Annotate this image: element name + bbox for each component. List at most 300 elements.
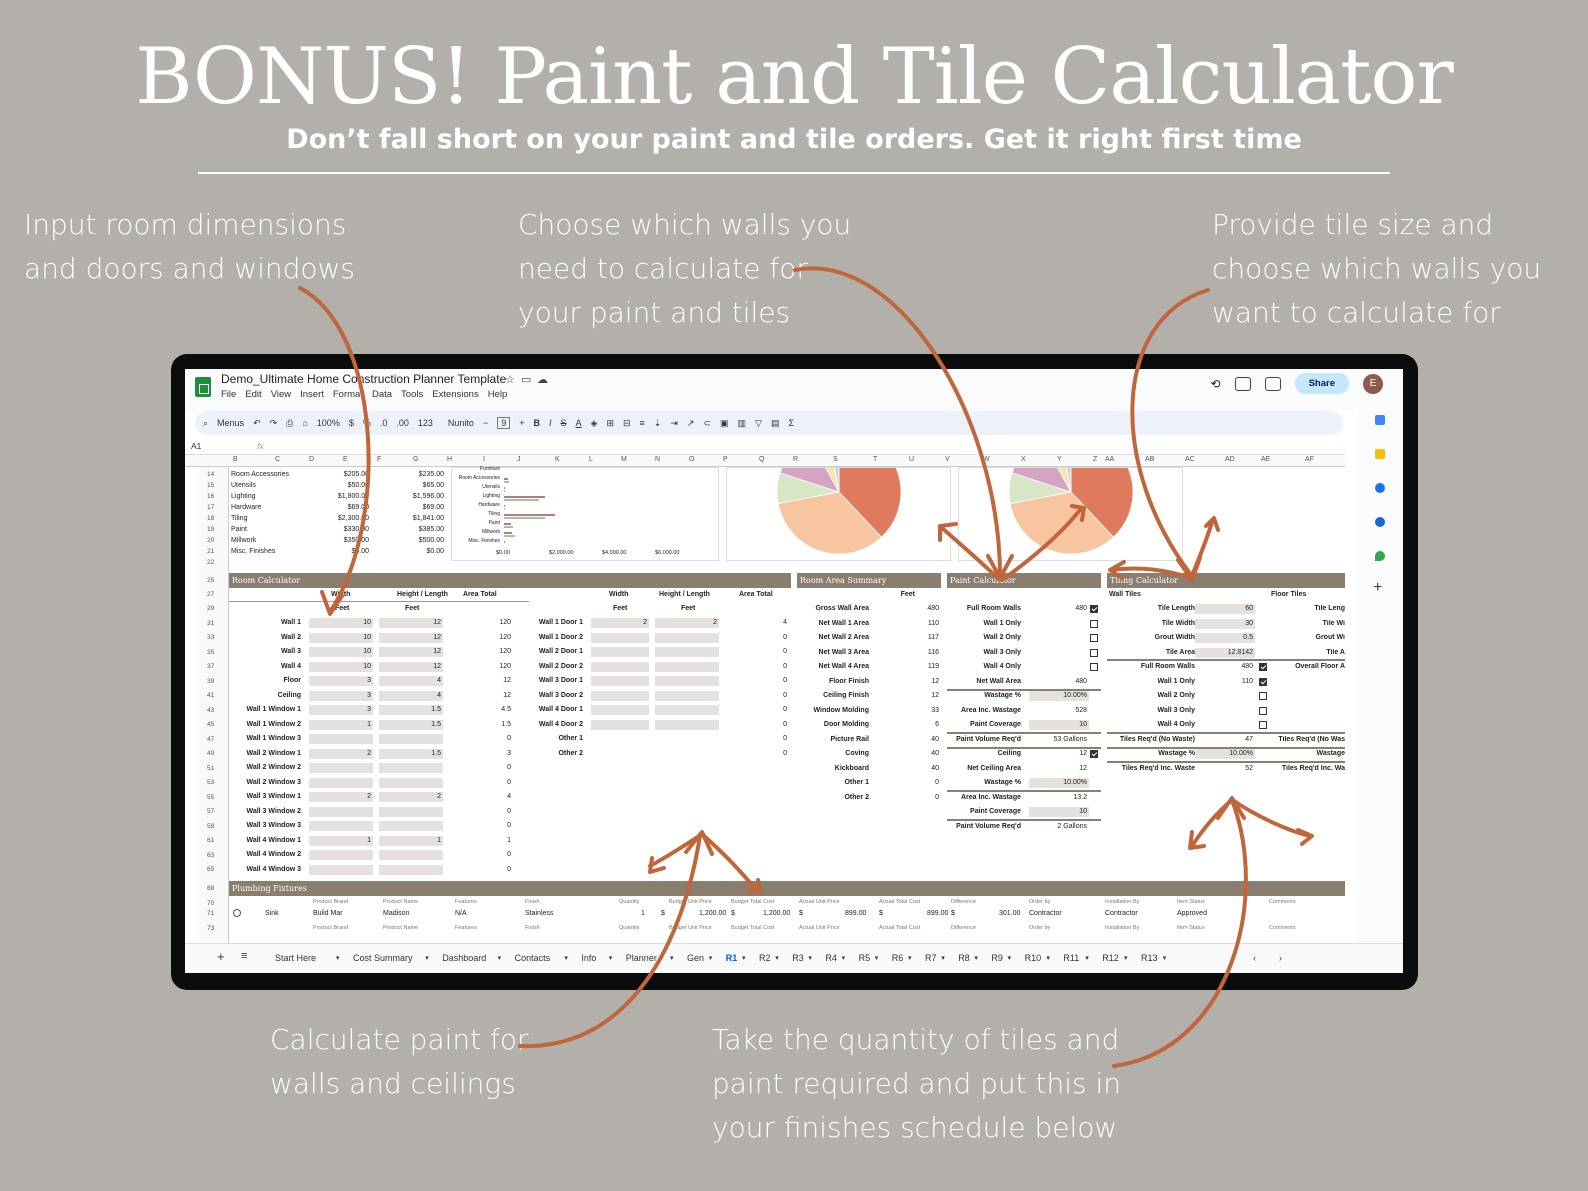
row-number[interactable]: 29 [207,605,215,612]
tab-dashboard[interactable]: Dashboard [442,953,487,963]
tab-info[interactable]: Info [581,953,597,963]
font-select[interactable]: Nunito [447,418,474,428]
plumbing-cell[interactable]: Approved [1177,910,1207,917]
paint-format-icon[interactable]: ⌂ [302,418,308,428]
row-number[interactable]: 39 [207,678,215,685]
tile-wall-checkbox[interactable] [1259,678,1267,686]
height-input[interactable] [379,734,443,744]
width-input[interactable] [309,807,373,817]
row-number[interactable]: 37 [207,663,215,670]
menu-item-extensions[interactable]: Extensions [432,389,479,400]
row-number[interactable]: 63 [207,852,215,859]
area-value: 117 [927,634,939,641]
column-header[interactable]: F [377,456,382,463]
bold-icon[interactable]: B [533,418,540,428]
room-calc-label: Floor [283,677,301,684]
section-plumbing-fixtures: Plumbing Fixtures [229,881,1345,896]
bar-category-label: Tiling [488,511,500,517]
height-input[interactable] [379,778,443,788]
plumbing-header: Budget Unit Price [669,925,712,931]
functions-icon[interactable]: Σ [788,418,795,428]
print-icon[interactable]: ⎙ [286,417,294,428]
calendar-icon[interactable] [1375,415,1385,425]
row-number[interactable]: 55 [207,794,215,801]
door-width-input[interactable] [591,691,649,701]
sheet-tabs [185,943,1403,973]
door-width-input[interactable] [591,662,649,672]
tasks-icon[interactable] [1375,483,1385,493]
row-number[interactable]: 21 [207,548,215,555]
plumbing-header: Features [455,899,477,905]
column-header[interactable]: M [621,456,627,463]
menu-item-view[interactable]: View [270,389,292,400]
cloud-status-icon[interactable]: ☁ [537,374,548,386]
row-number[interactable]: 73 [207,925,215,932]
area-label: Ceiling Finish [823,692,869,699]
height-input[interactable] [379,763,443,773]
comments-icon[interactable] [1235,377,1251,391]
tile-value: 47 [1245,735,1253,743]
door-width-input[interactable] [591,647,649,657]
row-number[interactable]: 61 [207,837,215,844]
paint-label: Paint Volume Req'd [956,822,1021,830]
tab-gen[interactable]: Gen [687,953,705,963]
add-sheet-icon[interactable]: + [217,949,225,964]
tabs-scroll-right-icon[interactable]: › [1279,953,1282,963]
plumbing-header: Product Brand [313,925,349,931]
row-number[interactable]: 47 [207,736,215,743]
door-height-input[interactable] [655,647,719,657]
callout-finishes: Take the quantity of tiles and paint required and put this in your finishes schedule below [712,1023,1122,1144]
bar-budget [504,487,505,489]
width-input[interactable] [309,778,373,788]
meet-icon[interactable] [1265,377,1281,391]
plumbing-header: Finish [525,899,540,905]
tile-label: Wall 4 Only [1157,721,1195,728]
column-header[interactable]: Y [1057,456,1062,463]
column-header[interactable]: U [909,456,915,463]
menu-item-insert[interactable]: Insert [300,389,324,400]
area-label: Door Molding [823,721,869,728]
plumbing-header: Quantity [619,925,640,931]
tab-contacts[interactable]: Contacts [514,953,551,963]
align-icon[interactable]: ≡ [639,418,645,428]
tab-r2[interactable]: R2 [759,953,771,963]
row-number[interactable]: 20 [207,537,215,544]
column-header[interactable]: O [689,456,695,463]
callout-paint: Calculate paint for walls and ceilings [270,1023,529,1100]
column-header[interactable]: C [275,456,281,463]
row-number[interactable]: 25 [207,577,215,584]
column-header[interactable]: R [793,456,799,463]
bar-category-label: Room Accessories [458,475,500,481]
room-calc-label: Wall 1 [281,619,301,626]
maps-icon[interactable] [1375,551,1385,561]
percent-format[interactable]: % [362,418,371,428]
paint-value: 53 Gallons [1053,735,1087,743]
currency-format[interactable]: $ [348,418,354,428]
column-header[interactable]: I [483,456,485,463]
column-header[interactable]: S [833,456,838,463]
area-total: 0 [507,735,511,742]
paint-wall-checkbox[interactable] [1090,634,1098,642]
row-number[interactable]: 49 [207,750,215,757]
tab-r3[interactable]: R3 [792,953,804,963]
plumbing-header: Product Brand [313,899,349,905]
area-value: 12 [931,677,939,685]
italic-icon[interactable]: I [548,418,552,428]
door-width-input[interactable] [591,720,649,730]
tile-wall-checkbox[interactable] [1259,692,1267,700]
tab-dropdown-icon[interactable]: ▾ [336,955,340,962]
row-number[interactable]: 35 [207,649,215,656]
menu-item-format[interactable]: Format [332,389,363,400]
column-header[interactable]: D [309,456,315,463]
fill-color-icon[interactable]: ◈ [590,417,598,428]
budget-actual: $235.00 [418,471,444,478]
cost-pie-chart-2 [958,467,1183,561]
row-number[interactable]: 18 [207,515,215,522]
row-number[interactable]: 70 [207,900,215,907]
wrap-icon[interactable]: ⇥ [670,417,678,428]
width-input[interactable] [309,763,373,773]
row-number[interactable]: 71 [207,910,215,917]
tab-dropdown-icon[interactable]: ▾ [941,955,945,962]
row-number[interactable]: 14 [207,471,215,478]
door-height-input[interactable] [655,662,719,672]
column-header[interactable]: AF [1305,456,1314,463]
tab-r4[interactable]: R4 [825,953,837,963]
floor-tile-label: Tile Wi [1322,619,1345,627]
font-size-input[interactable]: 9 [497,417,510,429]
tab-dropdown-icon[interactable]: ▾ [874,955,879,962]
sheets-logo-icon[interactable] [195,377,211,397]
column-header[interactable]: H [447,456,453,463]
column-header[interactable]: W [983,456,990,463]
budget-actual: $385.00 [418,526,444,533]
tab-r12[interactable]: R12 [1102,953,1119,963]
plumbing-cell: Build Mar [313,910,343,917]
tab-dropdown-icon[interactable]: ▾ [908,955,912,962]
paint-value: 528 [1075,706,1087,714]
height-value: 4 [437,691,441,699]
all-sheets-icon[interactable]: ≡ [241,950,248,962]
text-color-icon[interactable]: A [575,418,582,428]
tile-divider [1107,747,1345,749]
tab-planner[interactable]: Planner [625,953,657,963]
door-height-input[interactable] [655,633,719,643]
row-number[interactable]: 68 [207,885,215,892]
column-header[interactable]: T [873,456,878,463]
tab-dropdown-icon[interactable]: ▾ [841,955,846,962]
row-number[interactable]: 17 [207,504,215,511]
door-label: Other 2 [558,749,583,757]
valign-icon[interactable]: ⇣ [653,417,662,428]
move-folder-icon[interactable]: ▭ [521,374,532,386]
callout-dimensions: Input room dimensions and doors and windows [24,208,356,285]
tab-r5[interactable]: R5 [858,953,871,963]
sheet-grid[interactable] [229,467,1345,933]
plumbing-cell: $ [951,910,955,917]
tab-dropdown-icon[interactable]: ▾ [1046,955,1050,962]
row-number[interactable]: 43 [207,707,215,714]
column-header[interactable]: N [655,456,661,463]
tab-dropdown-icon[interactable]: ▾ [670,955,674,962]
column-header[interactable]: AA [1105,456,1115,463]
rotate-icon[interactable]: ↗ [686,417,695,428]
row-number[interactable]: 33 [207,634,215,641]
room-calc-label: Wall 4 [281,662,301,670]
plumbing-cell: 899.00 [845,910,867,917]
column-header[interactable]: G [413,456,419,463]
tab-dropdown-icon[interactable]: ▾ [974,955,978,962]
paint-wall-checkbox[interactable] [1090,605,1098,613]
column-header[interactable]: E [343,456,348,463]
tile-wall-checkbox[interactable] [1259,721,1267,729]
area-value: 480 [927,605,939,612]
width-value: 10 [363,648,371,655]
contacts-icon[interactable] [1375,517,1385,527]
paint-label: Wastage % [984,779,1021,786]
tab-r7[interactable]: R7 [925,953,937,963]
paint-wall-checkbox[interactable] [1090,649,1098,657]
door-label: Wall 4 Door 1 [538,706,583,713]
row-number[interactable]: 27 [207,591,215,598]
undo-icon[interactable]: ↶ [253,417,261,428]
filter-views-icon[interactable]: ▤ [770,417,780,428]
paint-wall-checkbox[interactable] [1090,750,1098,758]
door-header: Area Total [739,591,773,598]
section-room-calculator: Room Calculator [229,573,791,588]
paint-wall-checkbox[interactable] [1090,620,1098,628]
budget-actual: $1,596.00 [412,493,444,500]
door-height-input[interactable] [655,705,719,715]
height-value: 1.5 [431,749,441,757]
tile-wall-checkbox[interactable] [1259,707,1267,715]
budget-value: $330.00 [343,526,369,533]
width-input[interactable] [309,734,373,744]
menu-item-help[interactable]: Help [487,389,508,400]
row-number[interactable]: 22 [207,559,215,566]
height-input[interactable] [379,865,443,875]
room-calc-label: Wall 3 [281,648,301,655]
area-value: 119 [927,663,939,670]
row-number[interactable]: 45 [207,721,215,728]
bar-budget [504,505,505,507]
door-height-input[interactable] [655,691,719,701]
column-header[interactable]: K [555,456,560,463]
room-calc-header: Area Total [463,591,497,598]
floor-tile-label: Overall Floor A [1295,663,1345,670]
paint-wall-checkbox[interactable] [1090,663,1098,671]
row-number[interactable]: 65 [207,866,215,873]
menu-item-tools[interactable]: Tools [401,389,424,400]
menu-item-data[interactable]: Data [371,389,393,400]
redo-icon[interactable]: ↷ [269,417,278,428]
door-width-input[interactable] [591,633,649,643]
tab-r1[interactable]: R1 [725,953,738,963]
filter-icon[interactable]: ▽ [755,417,762,428]
paint-label: Wall 3 Only [983,648,1021,656]
plumbing-header: Budget Total Cost [731,899,775,905]
tab-dropdown-icon[interactable]: ▾ [1007,955,1012,962]
increase-decimal[interactable]: .00 [396,418,409,428]
tab-dropdown-icon[interactable]: ▾ [1085,955,1089,962]
column-header[interactable]: Q [759,456,765,463]
decrease-decimal[interactable]: .0 [379,418,388,428]
font-size-decrease-icon[interactable]: − [482,418,489,428]
paint-label: Wall 2 Only [983,634,1021,641]
row-number[interactable]: 53 [207,779,215,786]
name-box[interactable]: A1 [191,441,202,451]
search-icon[interactable]: ⌕ [203,417,209,428]
comment-icon[interactable]: ▣ [720,417,729,428]
history-icon[interactable]: ⟲ [1210,376,1221,391]
tab-r9[interactable]: R9 [991,953,1003,963]
tab-dropdown-icon[interactable]: ▾ [564,955,568,962]
tab-r8[interactable]: R8 [958,953,970,963]
menus-search[interactable]: Menus [217,418,245,428]
merge-icon[interactable]: ⊟ [623,417,631,428]
document-title[interactable]: Demo_Ultimate Home Construction Planner Template [221,372,507,386]
bar-budget [504,523,511,525]
budget-label: Utensils [231,482,256,489]
tab-r6[interactable]: R6 [891,953,904,963]
menu-item-file[interactable]: File [221,389,237,400]
door-area: 0 [783,648,787,655]
paint-value: 10 [1079,808,1087,815]
area-value: 110 [927,619,939,627]
area-total: 4 [507,793,511,800]
strikethrough-icon[interactable]: S [560,418,567,428]
plumbing-header: Actual Total Cost [879,899,921,905]
height-value: 12 [433,648,441,655]
column-header[interactable]: P [723,456,728,463]
column-header[interactable]: AD [1225,456,1235,463]
zoom-select[interactable]: 100% [316,418,340,428]
paint-value: 480 [1075,677,1087,685]
column-header[interactable]: AC [1185,456,1195,463]
plumbing-header: Order by [1029,925,1051,931]
tab-r11[interactable]: R11 [1063,953,1080,963]
tab-dropdown-icon[interactable]: ▾ [1162,955,1167,962]
row-number[interactable]: 16 [207,493,215,500]
bar-actual [504,508,505,510]
height-input[interactable] [379,850,443,860]
plumbing-header: Actual Unit Price [799,925,840,931]
paint-value: 10.00% [1063,779,1087,786]
row-number[interactable]: 31 [207,620,215,627]
keep-icon[interactable] [1375,449,1385,459]
width-input[interactable] [309,865,373,875]
star-icon[interactable]: ☆ [505,374,515,386]
tab-cost-summary[interactable]: Cost Summary [353,953,413,963]
menu-item-edit[interactable]: Edit [245,389,262,400]
tab-dropdown-icon[interactable]: ▾ [608,955,613,962]
width-input[interactable] [309,821,373,831]
row-number[interactable]: 41 [207,692,215,699]
column-header[interactable]: L [589,456,593,463]
door-height-input[interactable] [655,676,719,686]
share-button[interactable]: Share [1295,373,1349,394]
area-total: 120 [499,633,511,641]
link-icon[interactable]: ⊂ [703,417,711,428]
row-number[interactable]: 59 [207,823,215,830]
page-title: BONUS! Paint and Tile Calculator [135,32,1453,122]
column-header[interactable]: J [517,456,521,463]
height-input[interactable] [379,807,443,817]
column-header[interactable]: AE [1261,456,1271,463]
column-header[interactable]: X [1021,456,1026,463]
tab-dropdown-icon[interactable]: ▾ [808,955,812,962]
tab-dropdown-icon[interactable]: ▾ [708,955,713,962]
tab-dropdown-icon[interactable]: ▾ [775,955,779,962]
plumbing-cell: $ [731,910,735,917]
door-width-input[interactable] [591,705,649,715]
column-header[interactable]: V [945,456,950,463]
room-calc-label: Wall 2 Window 2 [246,764,301,771]
tile-label: Tile Length [1157,605,1195,612]
add-row-icon[interactable] [233,909,241,917]
area-value: 12 [931,692,939,699]
plumbing-cell[interactable]: Contractor [1029,910,1062,917]
plumbing-cell: $ [879,910,883,917]
column-header[interactable]: Z [1093,456,1098,463]
row-number[interactable]: 51 [207,765,215,772]
door-width-input[interactable] [591,676,649,686]
tab-start-here[interactable]: Start Here [275,953,317,963]
tile-wall-checkbox[interactable] [1259,663,1267,671]
font-size-increase-icon[interactable]: + [519,418,525,428]
area-total: 1 [507,836,511,844]
column-header[interactable]: AB [1145,456,1155,463]
budget-actual: $69.00 [422,504,444,511]
number-format[interactable]: 123 [417,418,433,428]
paint-value: 2 Gallons [1057,822,1087,830]
tab-r13[interactable]: R13 [1141,953,1158,963]
area-value: 116 [927,648,939,656]
cost-pie-chart-2-svg [959,468,1184,562]
budget-label: Paint [231,526,247,533]
borders-icon[interactable]: ⊞ [606,417,614,428]
height-value: 12 [433,633,441,641]
column-header[interactable]: B [233,456,238,463]
width-input[interactable] [309,850,373,860]
tab-dropdown-icon[interactable]: ▾ [425,955,429,962]
bar-category-label: Hardware [478,502,500,508]
plumbing-cell[interactable]: Contractor [1105,910,1138,917]
tab-dropdown-icon[interactable]: ▾ [1124,955,1128,962]
bar-actual [504,517,545,519]
chart-icon[interactable]: ▥ [737,417,747,428]
tile-label: Grout Width [1154,634,1195,641]
tabs-scroll-left-icon[interactable]: ‹ [1253,953,1256,963]
width-value: 3 [367,677,371,684]
paint-label: Wastage % [984,692,1021,699]
row-number[interactable]: 19 [207,526,215,533]
plumbing-header: Finish [525,925,540,931]
avatar[interactable]: E [1363,374,1383,394]
height-input[interactable] [379,821,443,831]
tab-dropdown-icon[interactable]: ▾ [497,955,502,962]
tab-dropdown-icon[interactable]: ▾ [742,955,746,962]
row-number[interactable]: 15 [207,482,215,489]
tab-r10[interactable]: R10 [1024,953,1042,963]
add-addon-icon[interactable]: + [1373,579,1383,596]
bar-budget [504,514,555,516]
row-number[interactable]: 57 [207,808,215,815]
door-height-input[interactable] [655,720,719,730]
